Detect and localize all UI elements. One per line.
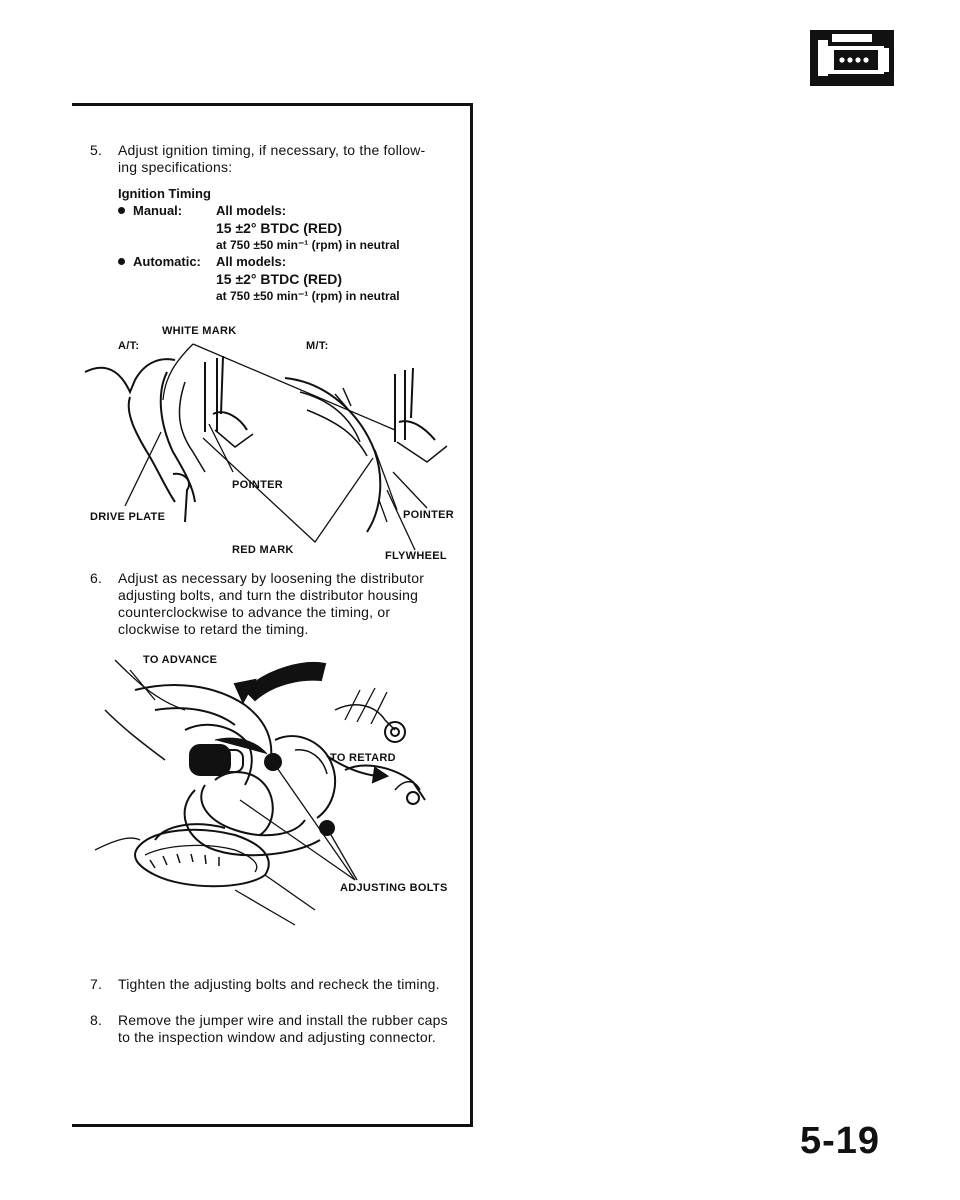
bullet-icon bbox=[118, 207, 125, 214]
step-6-line2: adjusting bolts, and turn the distributor housing bbox=[118, 587, 419, 603]
automatic-condition: at 750 ±50 min⁻¹ (rpm) in neutral bbox=[216, 289, 400, 303]
step-5-number: 5. bbox=[90, 142, 103, 158]
page-number: 5-19 bbox=[800, 1120, 881, 1162]
frame-top-rule bbox=[72, 103, 472, 106]
step-8 bbox=[90, 1012, 470, 1048]
red-mark-label: RED MARK bbox=[232, 544, 294, 556]
mt-label: M/T: bbox=[306, 340, 329, 352]
step-5-text-line2: ing specifications: bbox=[118, 159, 233, 175]
step-8-line1: Remove the jumper wire and install the rubber caps bbox=[118, 1012, 448, 1028]
white-mark-label: WHITE MARK bbox=[162, 325, 237, 337]
step-5-text-line1: Adjust ignition timing, if necessary, to the follow- bbox=[118, 142, 426, 158]
step-5 bbox=[90, 142, 470, 178]
flywheel-label: FLYWHEEL bbox=[385, 550, 447, 562]
bullet-icon bbox=[118, 258, 125, 265]
pointer-right-label: POINTER bbox=[403, 509, 454, 521]
manual-value: 15 ±2° BTDC (RED) bbox=[216, 220, 343, 236]
step-7-text: Tighten the adjusting bolts and recheck the timing. bbox=[118, 976, 440, 992]
automatic-label: Automatic: bbox=[118, 254, 201, 270]
step-7 bbox=[90, 976, 470, 994]
frame-bottom-rule bbox=[72, 1124, 472, 1127]
step-6-line3: counterclockwise to advance the timing, or bbox=[118, 604, 391, 620]
adjusting-bolts-label: ADJUSTING BOLTS bbox=[340, 882, 448, 894]
frame-right-rule bbox=[470, 103, 473, 1127]
automatic-value: 15 ±2° BTDC (RED) bbox=[216, 271, 343, 287]
ignition-timing-title: Ignition Timing bbox=[118, 186, 211, 201]
timing-marks-illustration bbox=[75, 322, 475, 562]
automatic-models: All models: bbox=[216, 254, 287, 269]
manual-label: Manual: bbox=[118, 203, 182, 219]
pointer-left-label: POINTER bbox=[232, 479, 283, 491]
step-6 bbox=[90, 570, 470, 640]
manual-models: All models: bbox=[216, 203, 287, 218]
step-6-number: 6. bbox=[90, 570, 103, 586]
step-8-number: 8. bbox=[90, 1012, 103, 1028]
to-retard-label: TO RETARD bbox=[330, 752, 396, 764]
at-label: A/T: bbox=[118, 340, 140, 352]
manual-condition: at 750 ±50 min⁻¹ (rpm) in neutral bbox=[216, 238, 400, 252]
step-6-line1: Adjust as necessary by loosening the distributor bbox=[118, 570, 425, 586]
step-8-line2: to the inspection window and adjusting connector. bbox=[118, 1029, 437, 1045]
drive-plate-label: DRIVE PLATE bbox=[90, 511, 166, 523]
to-advance-label: TO ADVANCE bbox=[143, 654, 218, 666]
step-6-line4: clockwise to retard the timing. bbox=[118, 621, 309, 637]
step-7-number: 7. bbox=[90, 976, 103, 992]
engine-electrical-section-icon bbox=[810, 30, 894, 86]
